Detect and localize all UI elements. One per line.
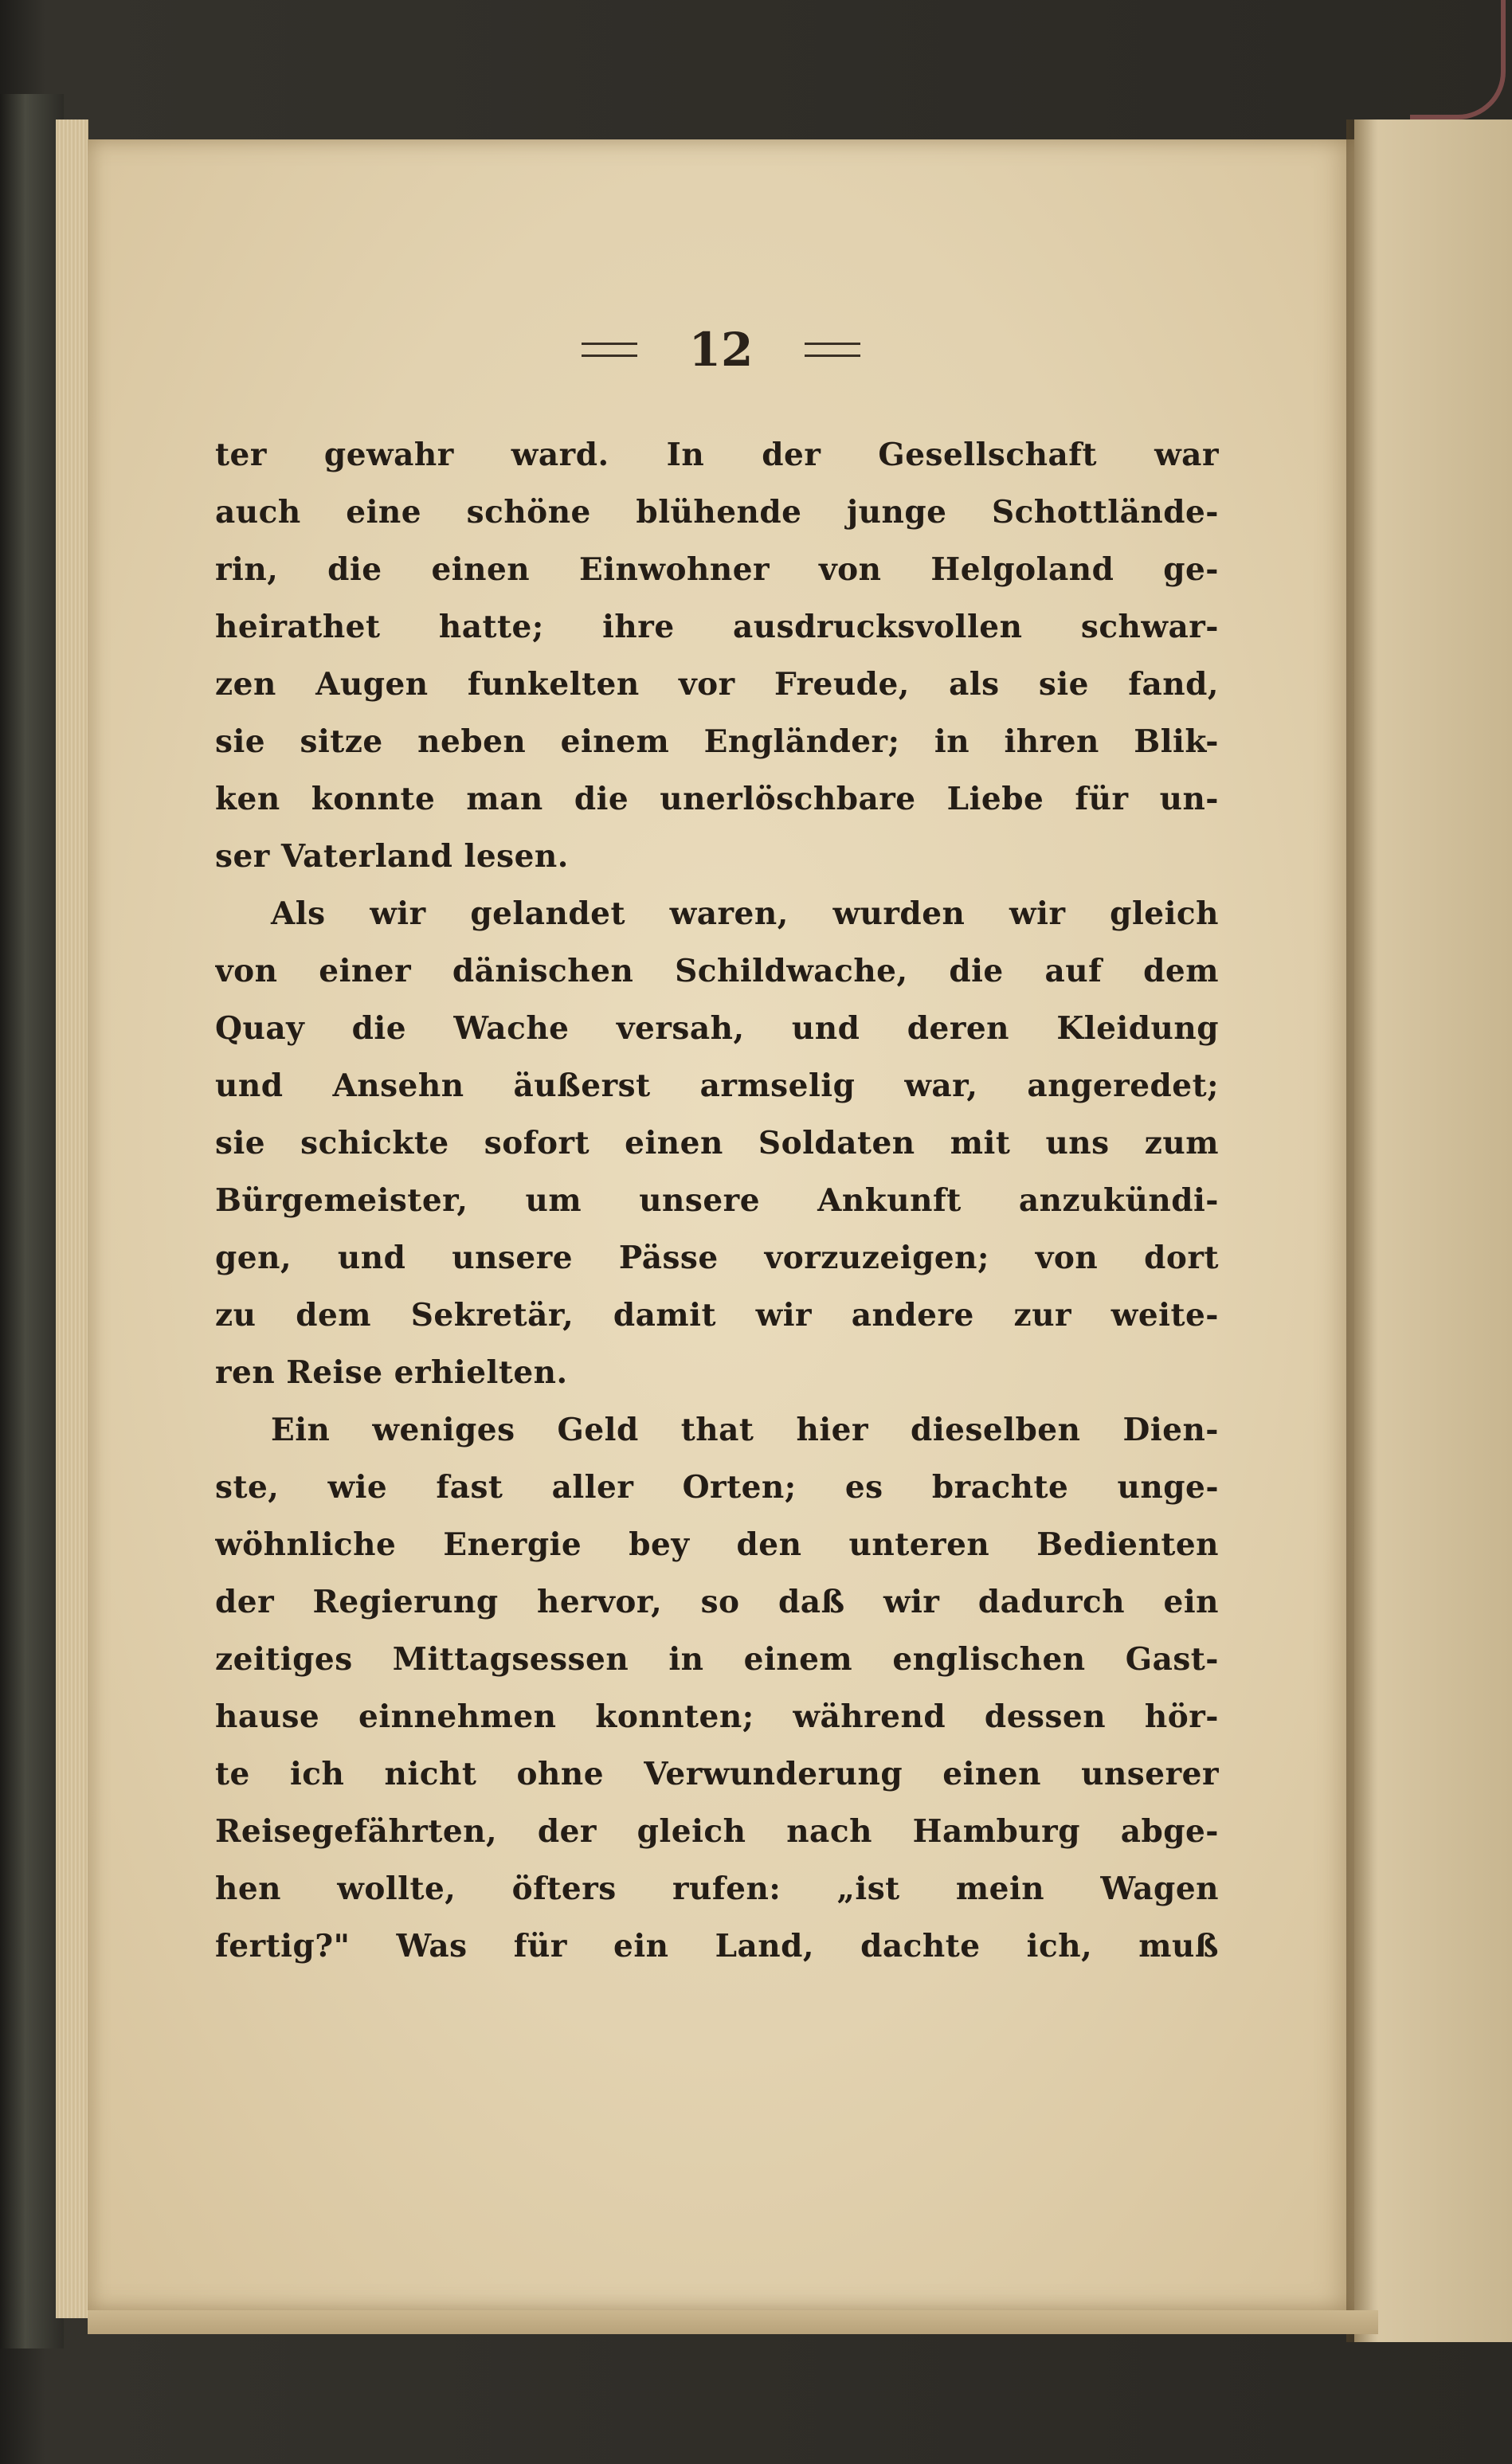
text-line: der Regierung hervor, so daß wir dadurch ein bbox=[215, 1584, 1219, 1620]
book-page bbox=[88, 139, 1354, 2310]
header-rule-left bbox=[582, 343, 637, 357]
text-line: sie schickte sofort einen Soldaten mit uns zum bbox=[215, 1125, 1219, 1161]
text-line: te ich nicht ohne Verwunderung einen unserer bbox=[215, 1756, 1219, 1792]
text-line: gen, und unsere Pässe vorzuzeigen; von dort bbox=[215, 1240, 1219, 1276]
text-line: zeitiges Mittagsessen in einem englischen Gast- bbox=[215, 1641, 1219, 1678]
text-line: ter gewahr ward. In der Gesellschaft war bbox=[215, 437, 1219, 473]
text-line: zu dem Sekretär, damit wir andere zur weite- bbox=[215, 1297, 1219, 1334]
text-line: Als wir gelandet waren, wurden wir gleich bbox=[271, 895, 1219, 932]
text-line: Ein weniges Geld that hier dieselben Dien- bbox=[271, 1412, 1219, 1448]
page-bottom-edge bbox=[88, 2310, 1378, 2334]
book-cover-left bbox=[0, 94, 64, 2348]
body-text bbox=[215, 426, 1219, 1975]
bookmark-ribbon bbox=[1410, 0, 1506, 119]
text-line: hen wollte, öfters rufen: „ist mein Wagen bbox=[215, 1871, 1219, 1907]
text-line: ser Vaterland lesen. bbox=[215, 838, 569, 875]
text-line: Bürgemeister, um unsere Ankunft anzukündi- bbox=[215, 1182, 1219, 1219]
text-line: und Ansehn äußerst armselig war, angeredet; bbox=[215, 1067, 1219, 1104]
text-line: zen Augen funkelten vor Freude, als sie fand, bbox=[215, 666, 1219, 703]
text-line: sie sitze neben einem Engländer; in ihren Blik- bbox=[215, 723, 1219, 760]
text-line: fertig?" Was für ein Land, dachte ich, muß bbox=[215, 1928, 1219, 1965]
text-line: rin, die einen Einwohner von Helgoland ge- bbox=[215, 551, 1219, 588]
text-line: auch eine schöne blühende junge Schottlände- bbox=[215, 494, 1219, 531]
text-line: hause einnehmen konnten; während dessen hör- bbox=[215, 1698, 1219, 1735]
gutter-shadow bbox=[1346, 119, 1378, 2342]
text-line: wöhnliche Energie bey den unteren Bedienten bbox=[215, 1526, 1219, 1563]
text-line: ste, wie fast aller Orten; es brachte unge- bbox=[215, 1469, 1219, 1506]
text-line: von einer dänischen Schildwache, die auf dem bbox=[215, 953, 1219, 989]
page-leaves bbox=[56, 119, 88, 2318]
text-line: ken konnte man die unerlöschbare Liebe für un- bbox=[215, 781, 1219, 817]
page-number: 12 bbox=[688, 323, 754, 377]
text-line: heirathet hatte; ihre ausdrucksvollen schwar- bbox=[215, 609, 1219, 645]
page-header bbox=[88, 323, 1354, 377]
header-rule-right bbox=[805, 343, 860, 357]
text-line: ren Reise erhielten. bbox=[215, 1354, 568, 1391]
text-line: Quay die Wache versah, und deren Kleidung bbox=[215, 1010, 1219, 1047]
text-line: Reisegefährten, der gleich nach Hamburg abge- bbox=[215, 1813, 1219, 1850]
